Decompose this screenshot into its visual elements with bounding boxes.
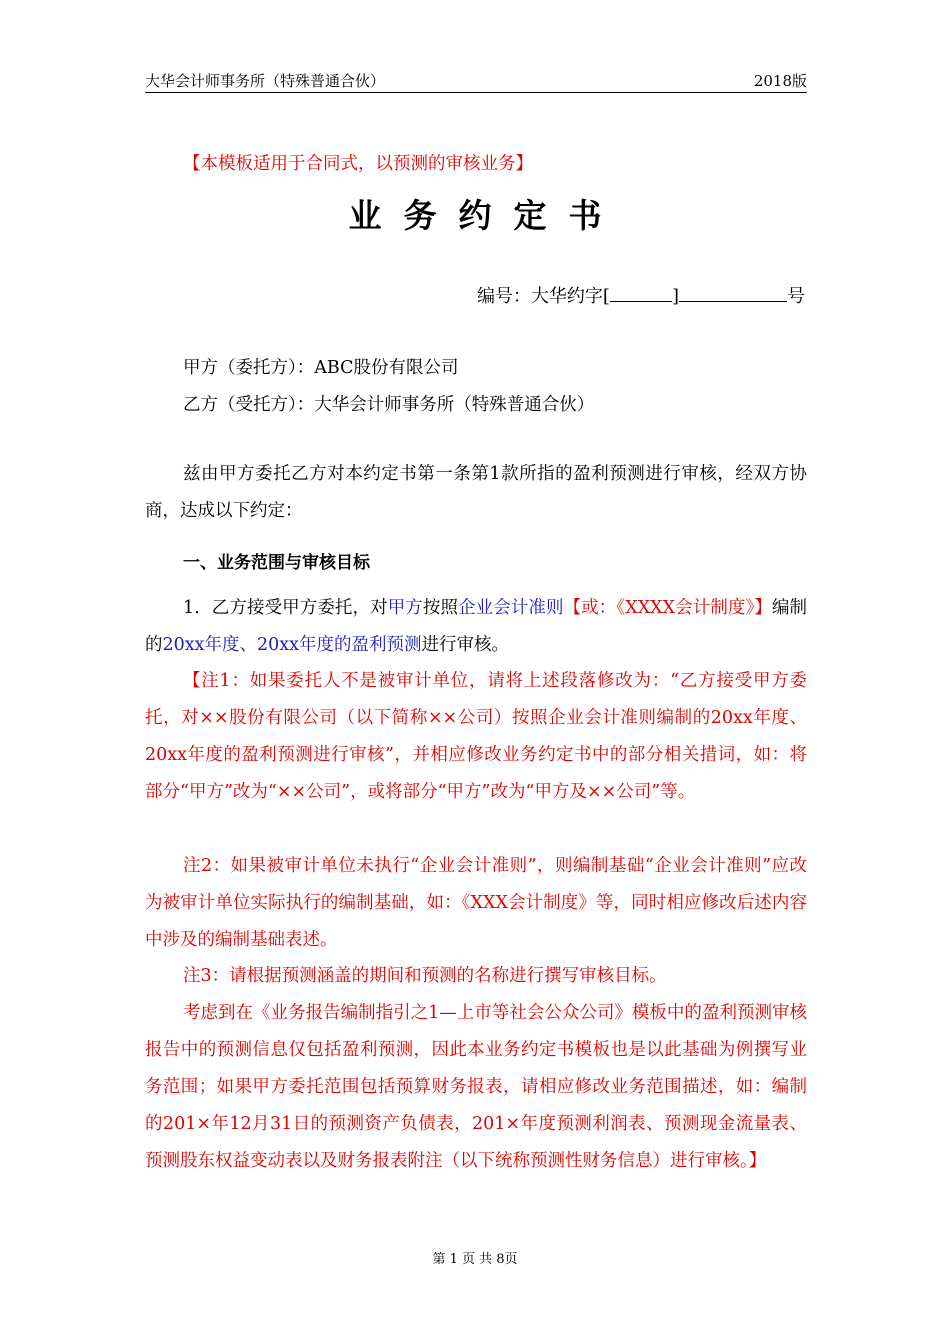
header-edition: 2018版: [753, 72, 807, 90]
party-b: 乙方（受托方）：大华会计师事务所（特殊普通合伙）: [183, 395, 595, 415]
clause-1-text-d: 进行审核。: [421, 635, 510, 655]
number-prefix: 编号：大华约字[: [476, 286, 610, 307]
document-title: 业务约定书: [348, 196, 624, 235]
clause-1-standard: 企业会计准则: [458, 598, 564, 618]
clause-1-paragraph: [145, 590, 807, 664]
intro-paragraph: 兹由甲方委托乙方对本约定书第一条第1款所指的盈利预测进行审核，经双方协商，达成以下约定：: [145, 464, 807, 521]
section-1-heading: 一、业务范围与审核目标: [183, 553, 370, 573]
clause-1-alternative: 【或：《XXXX会计制度》】: [563, 598, 772, 618]
note-4-end: 】: [748, 1151, 767, 1171]
applicability-note: 【本模板适用于合同式，以预测的审核业务】: [183, 154, 533, 174]
page-header: [145, 70, 807, 93]
note-4: [145, 995, 807, 1180]
number-blank-serial: [679, 283, 787, 302]
note-4-text: 考虑到在《业务报告编制指引之1—上市等社会公众公司》模板中的盈利预测审核报告中的预测信息仅包括盈利预测，因此本业务约定书模板也是以此基础为例撰写业务范围；如果甲方委托范围包括预算财务报表，请相应修改业务范围描述，如：编制的201×年12月31日的预测资产负债表，201×年度预测利润表、预测现金流量表、预测股东权益变动表以及财务报表附注（以下统称预测性财务信息）进行审核。: [145, 1003, 807, 1171]
number-middle: ]: [671, 286, 679, 307]
clause-1-party: 甲方: [387, 598, 423, 618]
header-firm-name: 大华会计师事务所（特殊普通合伙）: [145, 72, 386, 90]
note-1: 【注1：如果委托人不是被审计单位，请将上述段落修改为：“乙方接受甲方委托，对××股份有限公司（以下简称××公司）按照企业会计准则编制的20xx年度、20xx年度的盈利预测进行审核”，并相应修改业务约定书中的部分相关措词，如：将部分“甲方”改为“××公司”，或将部分“甲方”改为“甲方及××公司”等。: [145, 671, 807, 802]
number-suffix: 号: [787, 286, 805, 307]
page-footer: 第 1 页 共 8页: [432, 1252, 518, 1267]
party-a: 甲方（委托方）：ABC股份有限公司: [183, 358, 459, 378]
clause-1-period: 20xx年度、20xx年度的盈利预测: [162, 635, 422, 655]
clause-1-text-c: 编制的: [145, 598, 808, 655]
clause-1-text-b: 按照: [422, 598, 459, 618]
clause-1-text-a: 1．乙方接受甲方委托，对: [183, 598, 388, 618]
document-number: [477, 282, 805, 308]
note-2: 注2：如果被审计单位未执行“企业会计准则”，则编制基础“企业会计准则”应改为被审计单位实际执行的编制基础，如：《XXX会计制度》等，同时相应修改后述内容中涉及的编制基础表述。: [145, 856, 807, 950]
number-blank-year: [610, 283, 672, 302]
note-3: 注3：请根据预测涵盖的期间和预测的名称进行撰写审核目标。: [183, 966, 667, 986]
